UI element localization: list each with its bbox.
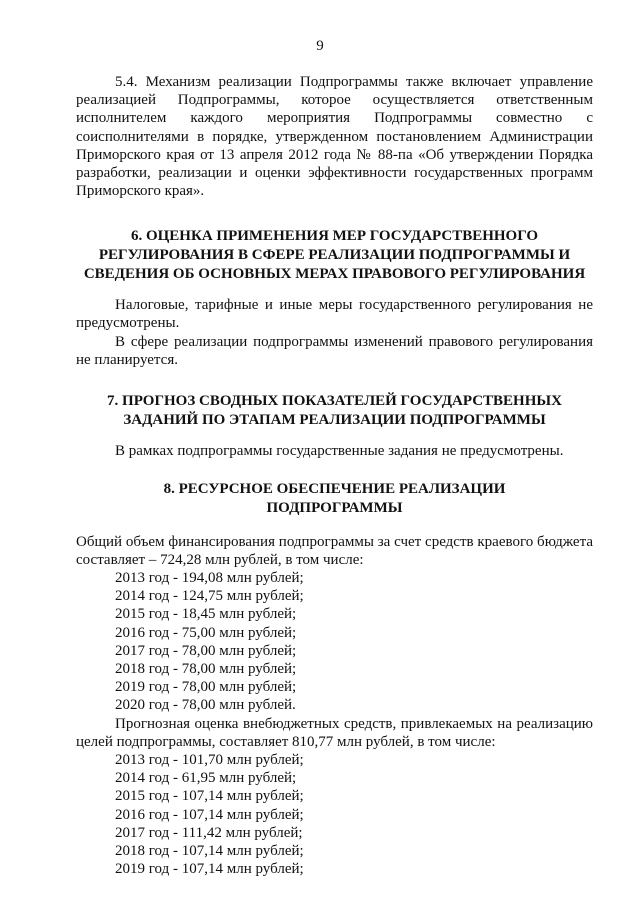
list-item: 2015 год - 107,14 млн рублей; — [115, 788, 304, 805]
list-item: 2013 год - 194,08 млн рублей; — [115, 570, 304, 586]
page-number: 9 — [316, 38, 324, 54]
list-item: 2014 год - 61,95 млн рублей; — [115, 770, 297, 787]
section-6-paragraph-1: Налоговые, тарифные и иные меры государственного регулирования не предусмотрены. — [76, 297, 593, 332]
heading-line: 7. ПРОГНОЗ СВОДНЫХ ПОКАЗАТЕЛЕЙ ГОСУДАРСТВЕННЫХ — [107, 393, 562, 410]
paragraph-line: разработки, реализации и оценки эффективности государственных программ — [76, 165, 593, 182]
section-8-paragraph-1: Общий объем финансирования подпрограммы за счет средств краевого бюджета составляет – 724,28 млн рублей, в том числе: — [76, 533, 593, 568]
list-item: 2015 год - 18,45 млн рублей; — [115, 606, 297, 623]
list-item: 2016 год - 107,14 млн рублей; — [115, 806, 304, 823]
list-item: 2013 год - 101,70 млн рублей; — [115, 752, 304, 769]
section-7-paragraph-1: В рамках подпрограммы государственные задания не предусмотрены. — [115, 443, 564, 460]
budget-list — [76, 569, 593, 715]
list-item: 2018 год - 78,00 млн рублей; — [115, 661, 297, 678]
list-item: 2016 год - 75,00 млн рублей; — [115, 624, 297, 641]
heading-line: 6. ОЦЕНКА ПРИМЕНЕНИЯ МЕР ГОСУДАРСТВЕННОГО — [130, 228, 539, 245]
list-item: 2019 год - 107,14 млн рублей; — [115, 861, 304, 878]
section-7-heading — [76, 392, 593, 429]
paragraph-line: Приморского края от 13 апреля 2012 года № 88-па «Об утверждении Порядка — [76, 146, 593, 163]
paragraph-line: Приморского края». — [76, 183, 205, 200]
paragraph-line: реализацией Подпрограммы, которое осуществляется ответственным — [76, 92, 593, 109]
section-8-heading — [76, 480, 593, 517]
heading-line: ПОДПРОГРАММЫ — [266, 500, 403, 516]
section-8-paragraph-2: Прогнозная оценка внебюджетных средств, привлекаемых на реализацию целей подпрограммы, составляет 810,77 млн рублей, в том числе: — [76, 715, 593, 750]
extrabudget-list — [76, 751, 593, 878]
page-content — [76, 73, 593, 878]
list-item: 2020 год - 78,00 млн рублей. — [115, 697, 296, 714]
heading-line: РЕГУЛИРОВАНИЯ В СФЕРЕ РЕАЛИЗАЦИИ ПОДПРОГРАММЫ И — [98, 247, 571, 264]
list-item: 2017 год - 111,42 млн рублей; — [115, 824, 303, 841]
paragraph-line: 5.4. Механизм реализации Подпрограммы также включает управление — [115, 74, 593, 90]
paragraph-line: исполнителем каждого мероприятия Подпрограммы совместно с — [76, 110, 593, 127]
heading-line: 8. РЕСУРСНОЕ ОБЕСПЕЧЕНИЕ РЕАЛИЗАЦИИ — [163, 481, 506, 498]
paragraph-5-4 — [76, 73, 593, 200]
section-6-paragraph-2: В сфере реализации подпрограммы изменений правового регулирования не планируется. — [76, 333, 593, 368]
heading-line: ЗАДАНИЙ ПО ЭТАПАМ РЕАЛИЗАЦИИ ПОДПРОГРАММЫ — [123, 411, 546, 428]
list-item: 2018 год - 107,14 млн рублей; — [115, 843, 304, 860]
heading-line: СВЕДЕНИЯ ОБ ОСНОВНЫХ МЕРАХ ПРАВОВОГО РЕГУЛИРОВАНИЯ — [83, 265, 586, 282]
list-item: 2017 год - 78,00 млн рублей; — [115, 642, 297, 659]
section-6-heading — [76, 227, 593, 283]
list-item: 2014 год - 124,75 млн рублей; — [115, 588, 304, 605]
paragraph-line: соисполнителями в порядке, утвержденном постановлением Администрации — [76, 128, 593, 145]
list-item: 2019 год - 78,00 млн рублей; — [115, 679, 297, 696]
